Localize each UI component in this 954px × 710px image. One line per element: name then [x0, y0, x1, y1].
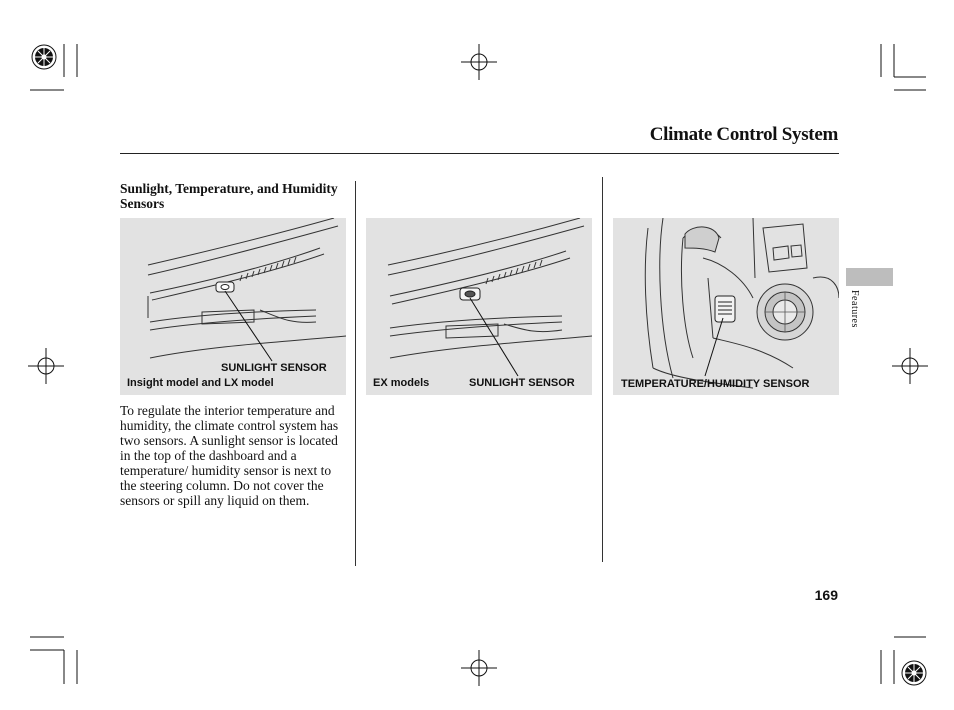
section-heading: Sunlight, Temperature, and Humidity Sensors [120, 181, 338, 211]
dashboard-illustration [366, 218, 592, 395]
figure-caption: Insight model and LX model [127, 377, 274, 389]
callout-sunlight-sensor: SUNLIGHT SENSOR [469, 377, 575, 389]
steering-column-illustration [613, 218, 839, 395]
figure-steering-column [613, 218, 839, 395]
callout-temperature-humidity-sensor: TEMPERATURE/HUMIDITY SENSOR [621, 378, 810, 390]
title-divider [120, 153, 839, 154]
figure-caption: EX models [373, 377, 430, 389]
page-number: 169 [814, 587, 838, 603]
page-title: Climate Control System [649, 124, 838, 145]
section-tab-label: Features [849, 290, 860, 328]
section-tab-marker [846, 268, 893, 286]
column-divider-2 [602, 177, 603, 562]
callout-sunlight-sensor: SUNLIGHT SENSOR [221, 362, 327, 374]
figure-ex-dashboard [366, 218, 592, 395]
figure-insight-lx-dashboard [120, 218, 346, 395]
body-paragraph: To regulate the interior temperature and humidity, the climate control system has two sensors. A sunlight sensor is located in the top of the dashboard and a temperature/ humidity sensor is next to the steering column. Do not cover the sensors or spill any liquid on them. [120, 403, 339, 508]
column-divider-1 [355, 181, 356, 566]
